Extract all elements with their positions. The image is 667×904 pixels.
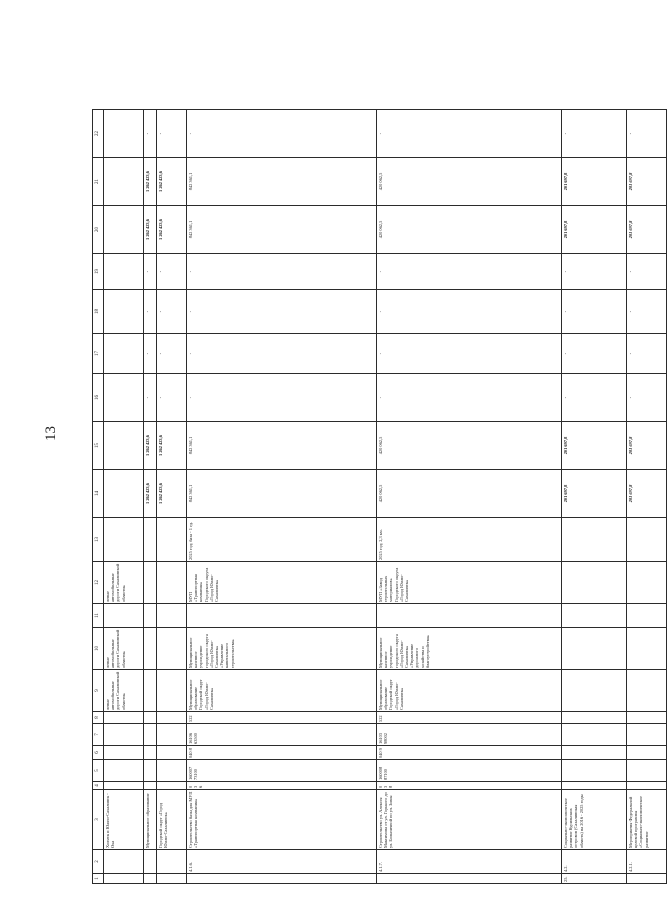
cell-col-5: [627, 760, 667, 782]
cell-col-1: [104, 874, 144, 884]
col-num: 8: [93, 712, 104, 724]
col-num: 1: [93, 874, 104, 884]
cell-col-6: 040 9: [377, 746, 562, 760]
cell-col-22: -: [562, 110, 627, 158]
cell-col-4: [157, 782, 187, 790]
cell-col-4: 0 3 6: [187, 782, 377, 790]
cell-col-20: [104, 206, 144, 254]
cell-col-22: -: [377, 110, 562, 158]
cell-col-18: -: [627, 290, 667, 334]
cell-col-9: левые автомобильные дороги Сахалинской области»: [104, 670, 144, 712]
cell-col-21: 201 697,8: [562, 158, 627, 206]
col-num: 20: [93, 206, 104, 254]
cell-col-4: [144, 782, 157, 790]
cell-col-4: [627, 782, 667, 790]
cell-col-7: [157, 724, 187, 746]
cell-col-15: 842 361,1: [187, 422, 377, 470]
cell-col-10: [144, 628, 157, 670]
cell-col-11: [187, 604, 377, 628]
cell-col-17: -: [562, 334, 627, 374]
cell-col-2: [157, 850, 187, 874]
cell-col-17: -: [627, 334, 667, 374]
cell-col-2: 4.2.1.: [627, 850, 667, 874]
cell-col-10: [562, 628, 627, 670]
row-continuation: [104, 110, 144, 884]
cell-col-19: -: [627, 254, 667, 290]
cell-col-20: 420 062,5: [377, 206, 562, 254]
col-num: 22: [93, 110, 104, 158]
cell-col-10: [157, 628, 187, 670]
cell-col-22: -: [157, 110, 187, 158]
cell-col-6: 040 8: [187, 746, 377, 760]
cell-col-20: 842 361,1: [187, 206, 377, 254]
cell-col-19: -: [157, 254, 187, 290]
cell-col-15: 201 697,8: [562, 422, 627, 470]
col-num: 11: [93, 604, 104, 628]
cell-col-14: 842 361,1: [187, 470, 377, 518]
col-num: 13: [93, 518, 104, 562]
cell-col-3: Мероприятия Федеральной целевой программы «Социально-экономическое развитие: [627, 790, 667, 850]
cell-col-17: -: [157, 334, 187, 374]
cell-col-6: [627, 746, 667, 760]
cell-col-20: 201 697,8: [627, 206, 667, 254]
cell-col-2: 4.2.: [562, 850, 627, 874]
cell-col-7: [104, 724, 144, 746]
cell-col-5: [144, 760, 157, 782]
cell-col-8: [144, 712, 157, 724]
col-num: 3: [93, 790, 104, 850]
cell-col-18: -: [377, 290, 562, 334]
cell-col-6: [144, 746, 157, 760]
cell-col-16: -: [157, 374, 187, 422]
cell-col-2: 4.1.7.: [377, 850, 562, 874]
cell-col-21: 201 697,8: [627, 158, 667, 206]
column-number-row: [93, 110, 104, 884]
cell-col-10: [627, 628, 667, 670]
cell-col-13: [627, 518, 667, 562]
cell-col-12: [627, 562, 667, 604]
cell-col-16: -: [627, 374, 667, 422]
cell-col-21: 1 262 423,6: [144, 158, 157, 206]
col-num: 12: [93, 562, 104, 604]
cell-col-1: [157, 874, 187, 884]
cell-col-11: [144, 604, 157, 628]
col-num: 16: [93, 374, 104, 422]
cell-col-16: -: [187, 374, 377, 422]
cell-col-12: [144, 562, 157, 604]
cell-col-10: Муниципальное казенное учреждение городского округа «Город Южно-Сахалинск» «Управление капитального строительства»: [187, 628, 377, 670]
page-number: 13: [43, 426, 59, 441]
cell-col-13: 2025 год; 2,3 км.: [377, 518, 562, 562]
cell-col-1: 25.: [562, 874, 627, 884]
cell-col-11: [562, 604, 627, 628]
cell-col-16: -: [377, 374, 562, 422]
col-num: 14: [93, 470, 104, 518]
cell-col-10: левые автомобильные дороги Сахалинской области»: [104, 628, 144, 670]
cell-col-16: -: [562, 374, 627, 422]
cell-col-8: [627, 712, 667, 724]
cell-col-18: -: [562, 290, 627, 334]
cell-col-13: [144, 518, 157, 562]
investment-table: [92, 109, 667, 884]
cell-col-19: -: [187, 254, 377, 290]
cell-col-18: -: [144, 290, 157, 334]
cell-col-1: [187, 874, 377, 884]
cell-col-4: 0 3 8: [377, 782, 562, 790]
cell-col-12: левые автомобильные дороги Сахалинской области»: [104, 562, 144, 604]
cell-col-5: [104, 760, 144, 782]
cell-col-11: [377, 604, 562, 628]
cell-col-12: [157, 562, 187, 604]
cell-col-9: [144, 670, 157, 712]
cell-col-3: Холмск и Южно-Сахалинск - Оха: [104, 790, 144, 850]
cell-col-2: [104, 850, 144, 874]
col-num: 17: [93, 334, 104, 374]
cell-col-15: 201 697,8: [627, 422, 667, 470]
cell-col-12: [562, 562, 627, 604]
cell-col-1: [144, 874, 157, 884]
cell-col-4: [562, 782, 627, 790]
cell-col-20: 1 262 423,6: [144, 206, 157, 254]
cell-col-7: [562, 724, 627, 746]
cell-col-5: [562, 760, 627, 782]
row-city-total: [157, 110, 187, 884]
cell-col-22: -: [144, 110, 157, 158]
cell-col-18: -: [157, 290, 187, 334]
cell-col-8: 522: [377, 712, 562, 724]
cell-col-20: 1 262 423,6: [157, 206, 187, 254]
cell-col-14: 201 697,8: [562, 470, 627, 518]
cell-col-17: -: [377, 334, 562, 374]
cell-col-9: [157, 670, 187, 712]
cell-col-22: -: [627, 110, 667, 158]
cell-col-21: 842 361,1: [187, 158, 377, 206]
cell-col-1: [377, 874, 562, 884]
cell-col-3: Муниципальное образование: [144, 790, 157, 850]
cell-col-17: -: [187, 334, 377, 374]
cell-col-15: 420 062,5: [377, 422, 562, 470]
cell-col-16: [104, 374, 144, 422]
cell-col-17: [104, 334, 144, 374]
cell-col-9: Муниципальное образование Городской округ «Город Южно-Сахалинск»: [377, 670, 562, 712]
cell-col-15: 1 262 423,6: [157, 422, 187, 470]
cell-col-21: 1 262 423,6: [157, 158, 187, 206]
cell-col-2: [144, 850, 157, 874]
cell-col-13: [562, 518, 627, 562]
cell-col-8: [104, 712, 144, 724]
cell-col-15: 1 262 423,6: [144, 422, 157, 470]
cell-col-8: [157, 712, 187, 724]
cell-col-9: Муниципальное образование Городской округ «Город Южно-Сахалинск»: [187, 670, 377, 712]
cell-col-14: 201 697,8: [627, 470, 667, 518]
cell-col-11: [104, 604, 144, 628]
col-num: 10: [93, 628, 104, 670]
cell-col-11: [157, 604, 187, 628]
cell-col-3: Социально-экономическое развитие Курильских островов (Сахалинская область) на 2016 - 2025 годы: [562, 790, 627, 850]
cell-col-8: [562, 712, 627, 724]
cell-col-7: [627, 724, 667, 746]
cell-col-22: [104, 110, 144, 158]
cell-col-18: -: [187, 290, 377, 334]
col-num: 7: [93, 724, 104, 746]
cell-col-12: МУП «Завод строительных материалов» Городского округа «Город Южно-Сахалинск»: [377, 562, 562, 604]
cell-col-18: [104, 290, 144, 334]
row-4-2: [562, 110, 627, 884]
cell-col-19: -: [562, 254, 627, 290]
col-num: 6: [93, 746, 104, 760]
cell-col-11: [627, 604, 667, 628]
cell-col-9: [562, 670, 627, 712]
cell-col-13: 2025 год; база - 1 ед.: [187, 518, 377, 562]
cell-col-17: -: [144, 334, 157, 374]
col-num: 21: [93, 158, 104, 206]
cell-col-5: 160008 87100: [377, 760, 562, 782]
cell-col-7: [144, 724, 157, 746]
cell-col-15: [104, 422, 144, 470]
col-num: 18: [93, 290, 104, 334]
col-num: 19: [93, 254, 104, 290]
cell-col-8: 522: [187, 712, 377, 724]
cell-col-3: Городской округ «Город Южно-Сахалинск»: [157, 790, 187, 850]
cell-col-14: 1 262 423,6: [144, 470, 157, 518]
col-num: 5: [93, 760, 104, 782]
cell-col-9: [627, 670, 667, 712]
cell-col-14: [104, 470, 144, 518]
col-num: 15: [93, 422, 104, 470]
row-4-1-7: [377, 110, 562, 884]
col-num: 4: [93, 782, 104, 790]
cell-col-12: МУП «Транспортная компания» Городского округа «Город Южно-Сахалинск»: [187, 562, 377, 604]
cell-col-6: [157, 746, 187, 760]
cell-col-14: 420 062,5: [377, 470, 562, 518]
cell-col-5: 160007 73100: [187, 760, 377, 782]
cell-col-20: 201 697,8: [562, 206, 627, 254]
cell-col-2: 4.1.6.: [187, 850, 377, 874]
cell-col-19: -: [377, 254, 562, 290]
cell-col-6: [104, 746, 144, 760]
cell-col-5: [157, 760, 187, 782]
cell-col-7: 16106 63500: [187, 724, 377, 746]
cell-col-21: 420 062,5: [377, 158, 562, 206]
row-municipal-total: [144, 110, 157, 884]
cell-col-19: [104, 254, 144, 290]
cell-col-10: Муниципальное казенное учреждение городского округа «Город Южно-Сахалинск» «Управление дорожного хозяйства и благоустройства»: [377, 628, 562, 670]
cell-col-22: -: [187, 110, 377, 158]
cell-col-3: Строительство ул. Алексея Максимова от ул. Горького до ул. Больничной по ул. Зимы: [377, 790, 562, 850]
row-4-1-6: [187, 110, 377, 884]
row-4-2-1: [627, 110, 667, 884]
cell-col-1: [627, 874, 667, 884]
cell-col-19: -: [144, 254, 157, 290]
cell-col-6: [562, 746, 627, 760]
col-num: 9: [93, 670, 104, 712]
cell-col-13: [104, 518, 144, 562]
cell-col-13: [157, 518, 187, 562]
cell-col-4: [104, 782, 144, 790]
cell-col-21: [104, 158, 144, 206]
cell-col-14: 1 262 423,6: [157, 470, 187, 518]
cell-col-7: 16103 98002: [377, 724, 562, 746]
col-num: 2: [93, 850, 104, 874]
cell-col-16: -: [144, 374, 157, 422]
cell-col-3: Строительство базы для МУП «Транспортная компания»: [187, 790, 377, 850]
